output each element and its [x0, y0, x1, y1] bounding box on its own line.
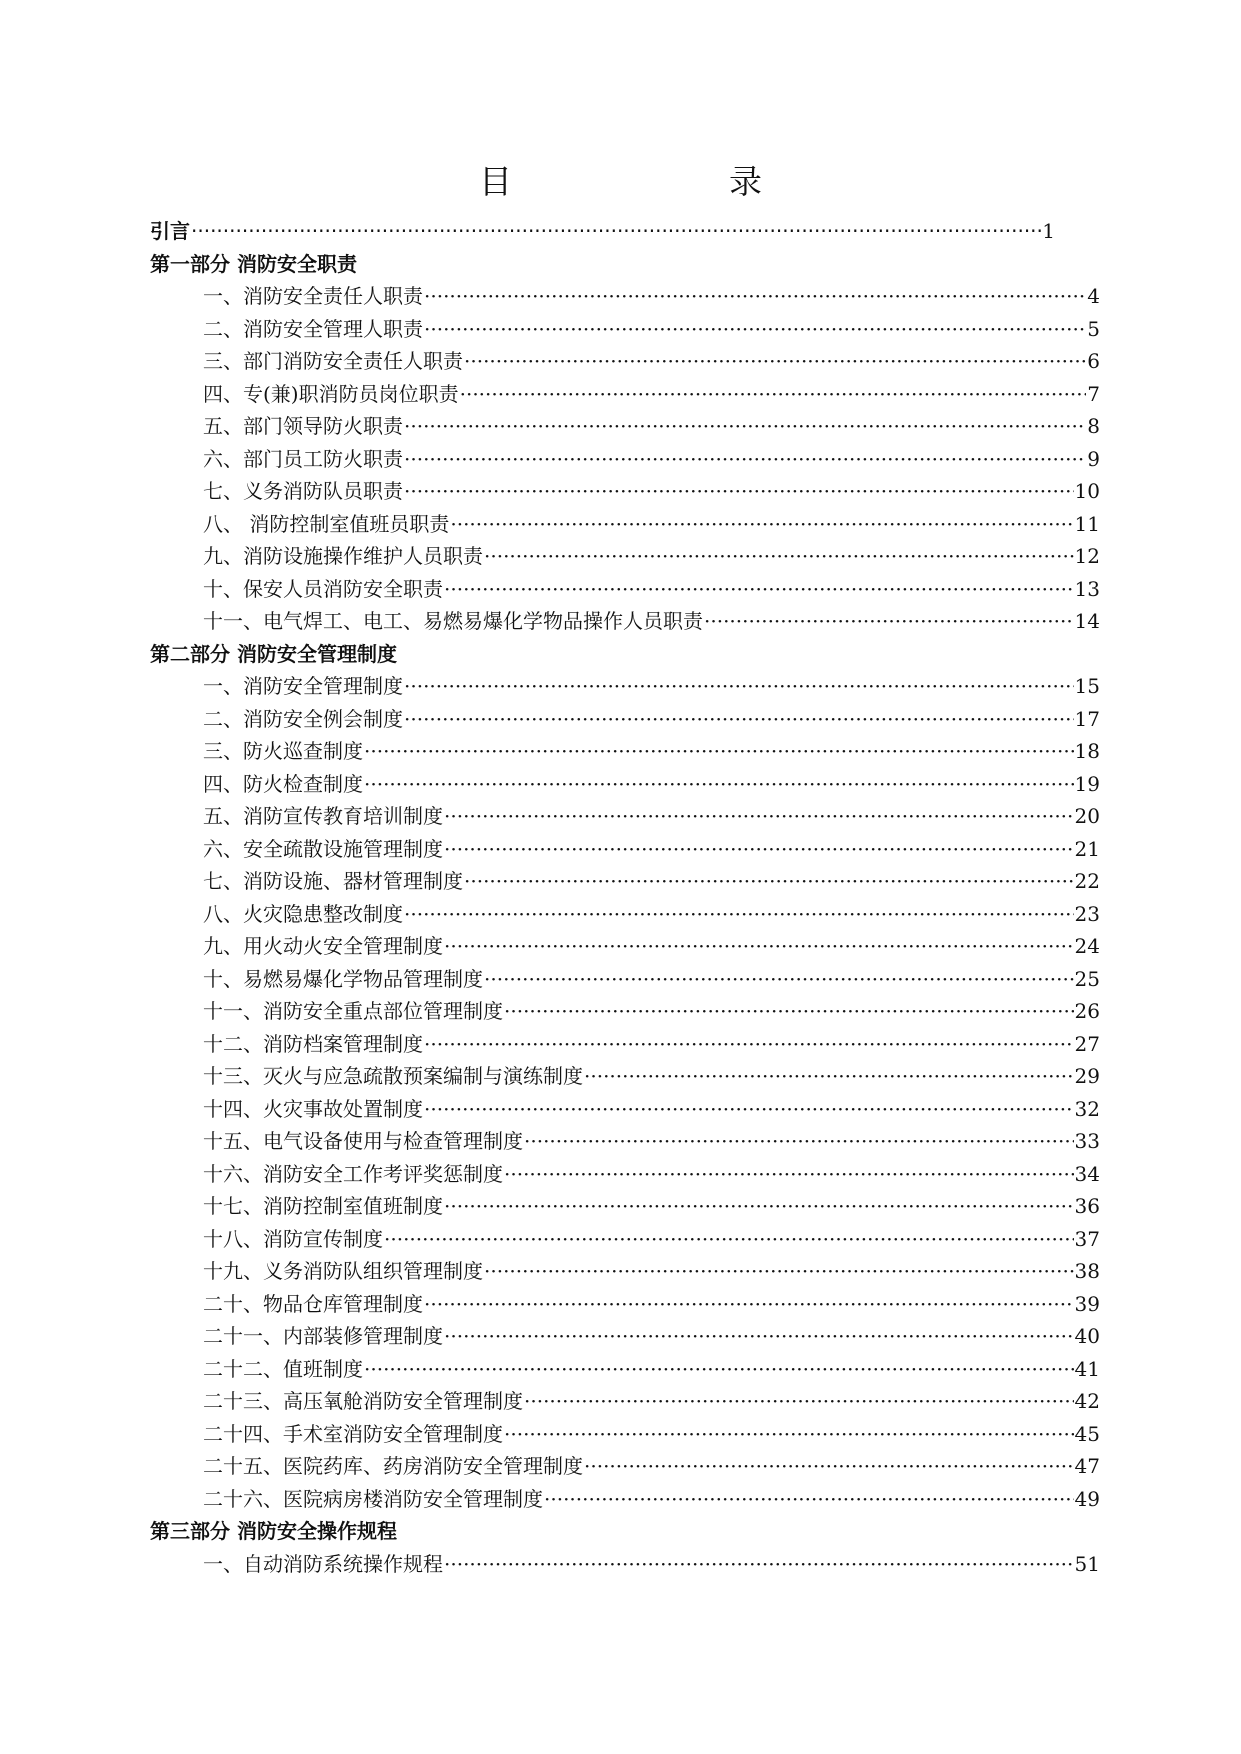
toc-body [150, 248, 1100, 1581]
toc-entry-page: 1 [1042, 219, 1055, 243]
toc-entry-label: 六、安全疏散设施管理制度 [203, 836, 443, 861]
toc-entry-label: 八、 消防控制室值班员职责 [203, 511, 450, 536]
toc-entry-page: 17 [1074, 706, 1100, 731]
toc-entry-page: 13 [1074, 576, 1100, 601]
toc-entry-page: 25 [1074, 966, 1100, 991]
toc-entry[interactable] [150, 378, 1100, 411]
dot-leader [504, 1418, 1074, 1451]
toc-entry[interactable] [150, 1125, 1100, 1158]
toc-entry[interactable] [150, 963, 1100, 996]
toc-part-label: 第三部分 消防安全操作规程 [150, 1519, 397, 1543]
toc-entry[interactable] [150, 313, 1100, 346]
toc-entry-page: 42 [1074, 1389, 1100, 1413]
dot-leader [424, 1093, 1074, 1126]
toc-entry[interactable] [150, 1320, 1100, 1353]
toc-entry-label: 二十二、值班制度 [203, 1356, 363, 1381]
toc-entry-label: 十、易燃易爆化学物品管理制度 [203, 966, 483, 991]
dot-leader [464, 345, 1086, 378]
toc-part-heading[interactable] [150, 248, 1100, 281]
toc-entry[interactable] [150, 1190, 1100, 1223]
dot-leader [484, 1255, 1074, 1288]
toc-entry-page: 32 [1074, 1096, 1100, 1121]
toc-entry-page: 5 [1087, 316, 1100, 341]
toc-entry[interactable] [150, 800, 1100, 833]
toc-entry-page: 18 [1074, 739, 1100, 763]
toc-entry-label: 七、义务消防队员职责 [203, 479, 403, 503]
toc-entry-page: 4 [1087, 284, 1100, 308]
dot-leader [424, 1288, 1074, 1321]
dot-leader [444, 573, 1074, 606]
dot-leader [464, 865, 1074, 898]
toc-entry[interactable] [150, 735, 1100, 768]
toc-entry[interactable] [150, 930, 1100, 963]
toc-entry-page: 7 [1087, 381, 1100, 406]
toc-entry-label: 二十六、医院病房楼消防安全管理制度 [203, 1486, 543, 1511]
toc-entry-page: 24 [1074, 934, 1100, 958]
toc-entry-page: 6 [1087, 349, 1100, 373]
dot-leader [444, 1320, 1074, 1353]
toc-entry[interactable] [150, 898, 1100, 931]
toc-entry-label: 十九、义务消防队组织管理制度 [203, 1259, 483, 1283]
toc-entry-page: 39 [1074, 1291, 1100, 1316]
toc-entry[interactable] [150, 1450, 1100, 1483]
dot-leader [404, 670, 1074, 703]
toc-entry[interactable] [150, 1223, 1100, 1256]
dot-leader [504, 995, 1074, 1028]
dot-leader [450, 508, 1073, 541]
toc-entry-page: 22 [1074, 869, 1100, 893]
toc-entry-label: 二、消防安全管理人职责 [203, 316, 423, 341]
dot-leader [484, 540, 1074, 573]
dot-leader [364, 735, 1074, 768]
toc-entry[interactable] [150, 443, 1100, 476]
toc-part-label: 第二部分 消防安全管理制度 [150, 641, 397, 666]
toc-entry-page: 14 [1074, 609, 1100, 633]
toc-entry[interactable] [150, 1385, 1100, 1418]
toc-entry-page: 12 [1074, 544, 1100, 568]
toc-entry-label: 十八、消防宣传制度 [203, 1226, 383, 1251]
toc-entry[interactable] [150, 865, 1100, 898]
toc-entry-page: 38 [1074, 1259, 1100, 1283]
toc-entry-label: 一、消防安全责任人职责 [203, 284, 423, 308]
toc-entry-page: 9 [1087, 446, 1100, 471]
toc-entry-label: 十一、消防安全重点部位管理制度 [203, 999, 503, 1023]
dot-leader [584, 1450, 1074, 1483]
toc-entry-page: 27 [1074, 1031, 1100, 1056]
dot-leader [404, 703, 1074, 736]
dot-leader [404, 443, 1086, 476]
toc-entry-page: 33 [1074, 1129, 1100, 1153]
dot-leader [404, 898, 1074, 931]
toc-entry[interactable] [150, 1353, 1100, 1386]
toc-entry-label: 二十四、手术室消防安全管理制度 [203, 1421, 503, 1446]
toc-title: 目 录 [479, 162, 854, 201]
toc-entry[interactable] [150, 1028, 1100, 1061]
dot-leader [424, 280, 1086, 313]
toc-entry-page: 37 [1074, 1226, 1100, 1251]
toc-entry-label: 二十五、医院药库、药房消防安全管理制度 [203, 1454, 583, 1478]
toc-entry-page: 34 [1074, 1161, 1100, 1186]
toc-part-label: 第一部分 消防安全职责 [150, 251, 357, 276]
toc-entry[interactable] [150, 475, 1100, 508]
toc-entry[interactable] [150, 995, 1100, 1028]
dot-leader [444, 1548, 1074, 1581]
toc-entry[interactable] [150, 1060, 1100, 1093]
toc-entry-label: 十一、电气焊工、电工、易燃易爆化学物品操作人员职责 [203, 609, 703, 633]
dot-leader [364, 768, 1074, 801]
toc-entry[interactable] [150, 1418, 1100, 1451]
toc-entry-page: 51 [1074, 1551, 1100, 1576]
toc-entry-page: 26 [1074, 999, 1100, 1023]
toc-entry[interactable] [150, 1548, 1100, 1581]
toc-entry-page: 36 [1074, 1194, 1100, 1218]
dot-leader [444, 800, 1074, 833]
toc-entry-page: 10 [1074, 479, 1100, 503]
toc-entry[interactable] [150, 1483, 1100, 1516]
toc-entry[interactable] [150, 1093, 1100, 1126]
toc-entry-page: 23 [1074, 901, 1100, 926]
toc-entry[interactable] [150, 573, 1100, 606]
toc-entry[interactable] [150, 1158, 1100, 1191]
toc-entry[interactable] [150, 833, 1100, 866]
dot-leader [424, 313, 1086, 346]
toc-entry-label: 五、消防宣传教育培训制度 [203, 804, 443, 828]
dot-leader [404, 410, 1086, 443]
dot-leader [404, 475, 1074, 508]
dot-leader [584, 1060, 1074, 1093]
toc-entry-label: 引言 [150, 219, 190, 243]
toc-entry-label: 六、部门员工防火职责 [203, 446, 403, 471]
dot-leader [524, 1125, 1074, 1158]
toc-part-heading[interactable] [150, 638, 1100, 671]
toc-entry[interactable] [150, 703, 1100, 736]
toc-entry-label: 七、消防设施、器材管理制度 [203, 869, 463, 893]
toc-entry-page: 19 [1074, 771, 1100, 796]
toc-entry[interactable] [150, 508, 1100, 541]
toc-entry-label: 五、部门领导防火职责 [203, 414, 403, 438]
toc-entry-label: 八、火灾隐患整改制度 [203, 901, 403, 926]
toc-entry-label: 二十一、内部装修管理制度 [203, 1324, 443, 1348]
toc-part-heading[interactable] [150, 1515, 1100, 1548]
dot-leader [191, 215, 1041, 248]
toc-entry-label: 十四、火灾事故处置制度 [203, 1096, 423, 1121]
dot-leader [424, 1028, 1074, 1061]
toc-entry[interactable] [150, 280, 1100, 313]
toc-entry[interactable] [150, 605, 1100, 638]
dot-leader [484, 963, 1074, 996]
toc-entry-page: 29 [1074, 1064, 1100, 1088]
toc-entry-page: 11 [1074, 511, 1100, 536]
dot-leader [704, 605, 1074, 638]
toc-entry-label: 四、防火检查制度 [203, 771, 363, 796]
table-of-contents [150, 215, 1100, 1580]
toc-entry[interactable] [150, 768, 1100, 801]
toc-entry-label: 十三、灭火与应急疏散预案编制与演练制度 [203, 1064, 583, 1088]
dot-leader [504, 1158, 1074, 1191]
toc-entry-page: 8 [1087, 414, 1100, 438]
dot-leader [364, 1353, 1074, 1386]
toc-entry-label: 二、消防安全例会制度 [203, 706, 403, 731]
toc-entry-page: 21 [1074, 836, 1100, 861]
toc-entry-label: 四、专(兼)职消防员岗位职责 [203, 381, 459, 406]
toc-entry[interactable] [150, 410, 1100, 443]
toc-entry-page: 20 [1074, 804, 1100, 828]
toc-entry-label: 十六、消防安全工作考评奖惩制度 [203, 1161, 503, 1186]
toc-entry[interactable] [150, 1288, 1100, 1321]
toc-entry-page: 15 [1074, 674, 1100, 698]
toc-entry-page: 45 [1074, 1421, 1100, 1446]
toc-entry-label: 十、保安人员消防安全职责 [203, 576, 443, 601]
toc-entry[interactable] [150, 345, 1100, 378]
dot-leader [444, 930, 1074, 963]
dot-leader [524, 1385, 1074, 1418]
toc-entry-label: 三、防火巡查制度 [203, 739, 363, 763]
toc-entry-label: 二十三、高压氧舱消防安全管理制度 [203, 1389, 523, 1413]
toc-entry-page: 41 [1074, 1356, 1100, 1381]
toc-entry[interactable] [150, 670, 1100, 703]
toc-entry-label: 九、用火动火安全管理制度 [203, 934, 443, 958]
dot-leader [444, 1190, 1074, 1223]
dot-leader [460, 378, 1087, 411]
toc-entry-label: 一、自动消防系统操作规程 [203, 1551, 443, 1576]
toc-entry-label: 三、部门消防安全责任人职责 [203, 349, 463, 373]
toc-entry[interactable] [150, 1255, 1100, 1288]
dot-leader [444, 833, 1074, 866]
toc-entry-label: 十五、电气设备使用与检查管理制度 [203, 1129, 523, 1153]
toc-entry-label: 二十、物品仓库管理制度 [203, 1291, 423, 1316]
toc-entry-label: 九、消防设施操作维护人员职责 [203, 544, 483, 568]
toc-entry-page: 49 [1074, 1486, 1100, 1511]
toc-entry-label: 一、消防安全管理制度 [203, 674, 403, 698]
dot-leader [384, 1223, 1074, 1256]
toc-entry-label: 十二、消防档案管理制度 [203, 1031, 423, 1056]
toc-entry-intro[interactable] [150, 215, 1100, 248]
toc-entry-page: 47 [1074, 1454, 1100, 1478]
dot-leader [544, 1483, 1074, 1516]
toc-entry-label: 十七、消防控制室值班制度 [203, 1194, 443, 1218]
toc-entry[interactable] [150, 540, 1100, 573]
toc-entry-page: 40 [1074, 1324, 1100, 1348]
